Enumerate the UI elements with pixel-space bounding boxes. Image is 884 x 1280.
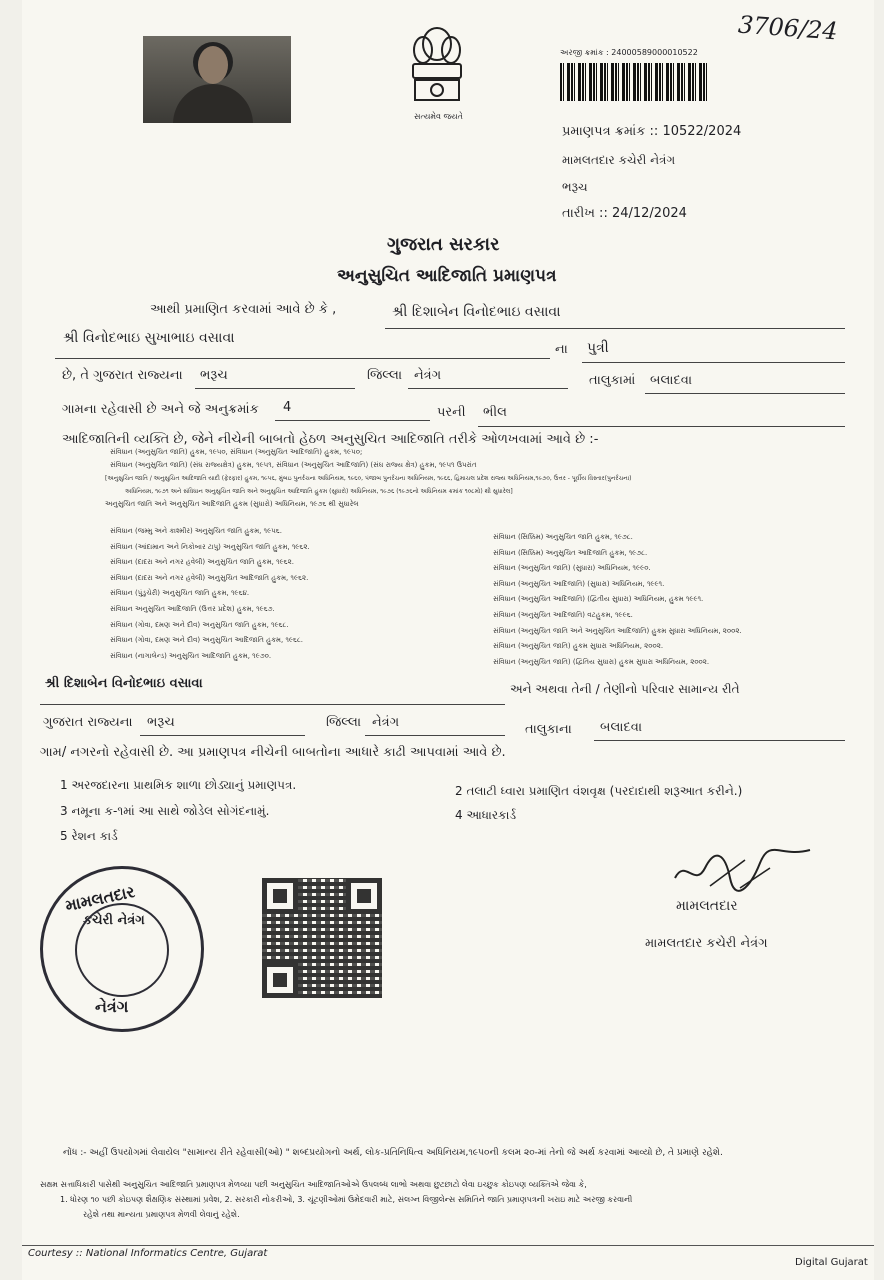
jilla-label: જિલ્લા (367, 368, 403, 383)
qr-code (262, 878, 382, 998)
order-item: સંવિધાન (પુંડુચેરી) અનુસુચિત જાતિ હુકમ, ૧૯૬૪. (110, 589, 250, 598)
applicant-name-repeat: શ્રી દિશાબેન વિનોદભાઇ વસાવા (45, 676, 203, 691)
certificate-title: અનુસુચિત આદિજાતિ પ્રમાણપત્ર (337, 266, 557, 286)
tribe-text: આદિજાતિની વ્યક્તિ છે, જેને નીચેની બાબતો હેઠળ અનુસુચિત આદિજાતિ તરીકે ઓળખવામાં આવે છે :- (62, 432, 599, 447)
order-item: સંવિધાન (અનુસુચિત આદિજાતિ) વટહુકમ, ૧૯૯૬. (493, 610, 633, 619)
order-item: અનુસુચિત જાતિ અને અનુસુચિત આદિજાતિ હુકમ (સુધારો) અધિનિયમ, ૧૯૭૬ થી સુધારેલ (105, 500, 359, 508)
na-label: ના (555, 342, 568, 357)
document-item: 3 નમૂના ક-૧માં આ સાથે જોડેલ સોગંદનામું. (60, 804, 270, 818)
village-value-2: બલાદવા (600, 720, 643, 735)
village-value: બલાદવા (650, 373, 693, 388)
state-emblem-icon (403, 22, 471, 122)
digital-gujarat-label: Digital Gujarat (795, 1257, 868, 1268)
order-item: સંવિધાન (દાદરા અને નગર હવેલી) અનુસુચિત આદિજાતિ હુકમ, ૧૯૬૨. (110, 573, 309, 582)
issuing-office: મામલતદાર કચેરી નેત્રંગ (562, 153, 676, 167)
signatory-office: મામલતદાર કચેરી નેત્રંગ (645, 936, 768, 951)
order-item: સંવિધાન (સિક્કિમ) અનુસુચિત જાતિ હુકમ, ૧૯૭૮. (493, 533, 633, 541)
footer-note: નોંધ :- અહીં ઉપયોગમાં લેવાયેલ "સામાન્ય રીતે રહેવાસી(ઓ) " શબ્દપ્રયોગનો અર્થ, લોક-પ્રતિનિધિત્વ અધિનિયમ,૧૯૫૦ની કલમ ૨૦-માં તેનો જે અર્થ કરવામાં આવ્યો છે, તે પ્રમાણે રહેશે. (63, 1148, 723, 1158)
application-number: અરજી ક્રમાંક : 24000589000010522 (560, 48, 698, 57)
issue-date: તારીખ :: 24/12/2024 (562, 206, 687, 221)
orders-left (110, 524, 310, 664)
document-item: 5 રેશન કાર્ડ (60, 829, 118, 843)
courtesy-text: Courtesy :: National Informatics Centre, Gujarat (28, 1248, 268, 1259)
family-text: અને અથવા તેની / તેણીનો પરિવાર સામાન્ય રીતે (510, 682, 740, 696)
barcode (560, 63, 708, 101)
footer-para-2: 1. ધોરણ ૧૦ પછી કોઇપણ શૈક્ષણિક સંસ્થામાં પ્રવેશ, 2. સરકારી નોકરીઓ, 3. ચૂંટણીઓમાં ઉમેદવારી માટે, સંલગ્ન વિજીલેન્સ સમિતિને જાતિ પ્રમાણપત્રની ખરાઇ માટે અરજી કરવાની (60, 1195, 633, 1204)
footer-divider (22, 1245, 874, 1246)
state-label-2: ગુજરાત રાજ્યના (43, 715, 133, 730)
document-item: 1 અરજદારના પ્રાથમિક શાળા છોડ્યાનું પ્રમાણપત્ર. (60, 778, 297, 792)
father-name: શ્રી વિનોદભાઇ સુખાભાઇ વસાવા (63, 330, 235, 346)
taluka-label: તાલુકામાં (589, 373, 636, 388)
seal-bottom-text: નેત્રંગ (95, 997, 129, 1016)
serial-number: 4 (283, 400, 292, 415)
parni-label: પરની (437, 405, 466, 420)
document-item: 2 તલાટી ધ્વારા પ્રમાણિત વંશવૃક્ષ (પરદાદાથી શરૂઆત કરીને.) (455, 784, 743, 798)
basis-text: ગામ/ નગરનો રહેવાસી છે. આ પ્રમાણપત્ર નીચેની બાબતોના આધારે કાઢી આપવામાં આવે છે. (40, 745, 506, 760)
district-value-2: ભરૂચ (147, 715, 175, 730)
handwritten-number: 3706/24 (737, 10, 839, 46)
tribe-name: ભીલ (483, 405, 507, 420)
taluka-value: નેત્રંગ (414, 368, 442, 383)
orders-right (493, 530, 742, 670)
seal-top-text: મામલતદાર (63, 881, 137, 916)
order-item: સંવિધાન (અનુસુચિત જાતિ) હુકમ, ૧૯૫૦, સંવિધાન (અનુસુચિત આદિજાતિ) હુકમ, ૧૯૫૦; (110, 448, 363, 456)
order-item: સંવિધાન (અનુસુચિત આદિજાતિ) (દ્વિતીય સુધારા) અધિનિયમ, હુકમ ૧૯૯૧. (493, 595, 704, 604)
certify-prefix: આથી પ્રમાણિત કરવામાં આવે છે કે , (150, 302, 337, 317)
footer-para-1: સક્ષમ સત્તાધિકારી પાસેથી અનુસુચિત આદિજાતિ પ્રમાણપત્ર મેળવ્યા પછી અનુસુચિત આદિજાતિઓએ ઉપલબ્ધ લાભો અથવા છુટછાટો લેવા ઇચ્છુક કોઇપણ વ્યક્તિએ જેવા કે, (40, 1180, 587, 1189)
orders-top (105, 446, 632, 511)
certificate-number: પ્રમાણપત્ર ક્રમાંક :: 10522/2024 (562, 124, 742, 139)
signatory-title: મામલતદાર (676, 898, 738, 914)
order-item: સંવિધાન (અનુસુચિત જાતિ) (સુધારા) અધિનિયમ, ૧૯૯૦. (493, 564, 651, 573)
footer-para-3: રહેશે તથા માન્યતા પ્રમાણપત્ર મેળવી લેવાનું રહેશે. (83, 1210, 240, 1219)
govt-title: ગુજરાત સરકાર (387, 234, 500, 255)
issuing-district: ભરૂચ (562, 180, 588, 194)
signature-mark (670, 848, 815, 898)
state-prefix: છે, તે ગુજરાત રાજ્યના (62, 368, 183, 383)
applicant-photo (143, 36, 291, 123)
order-item: [અનુસુચિત જાતિ / અનુસુચિત આદિજાતિ યાદી (ફેરફાર) હુકમ, ૧૯૫૬, મુંબઇ પુનર્રચના અધિનિયમ, ૧૯૬૦, પંજાબ પુનર્રચના અધિનિયમ, ૧૯૬૬, હિમાચલ પ્રદેશ રાજ્ય અધિનિયમ,૧૯૭૦, ઉત્તર - પૂર્વીય વિસ્તાર(પુનર્રચના) (105, 475, 632, 482)
document-item: 4 આધારકાર્ડ (455, 808, 517, 822)
order-item: સંવિધાન (સિક્કિમ) અનુસુચિત આદિજાતિ હુકમ, ૧૯૭૮. (493, 548, 648, 557)
emblem-motto: સત્યમેવ જયતે (414, 112, 463, 121)
order-item: સંવિધાન (જમ્મુ અને કાશ્મીર) અનુસુચિત જાતિ હુકમ, ૧૯૫૬. (110, 527, 282, 535)
talukana-label: તાલુકાના (525, 722, 572, 737)
order-item: અધિનિયમ, ૧૯૭૧ અને સંવિધાન અનુસુચિત જાતિ અને અનુસુચિત આદિજાતિ હુકમ (સુધારો) અધિનિયમ, ૧૯૭૬ (૧૯૭૬નો અધિનિયમ ક્રમાંક ૧૦૮મો) થી સુધારેલ] (125, 488, 513, 495)
order-item: સંવિધાન અનુસુચિત આદિજાતિ (ઉત્તર પ્રદેશ) હુકમ, ૧૯૬૭. (110, 604, 275, 613)
office-seal (40, 866, 204, 1032)
order-item: સંવિધાન (અનુસુચિત જાતિ) (સંઘ રાજ્યક્ષેત્ર) હુકમ, ૧૯૫૧, સંવિધાન (અનુસુચિત આદિજાતિ) (સંઘ રાજ્ય ક્ષેત્ર) હુકમ, ૧૯૫૧ ઉપરાંત (110, 461, 477, 469)
taluka-value-2: નેત્રંગ (372, 715, 400, 730)
order-item: સંવિધાન (અનુસુચિત જાતિ અને અનુસુચિત આદિજાતિ) હુકમ સુધારા અધિનિયમ, ૨૦૦૨. (493, 626, 742, 635)
order-item: સંવિધાન (ગોવા, દમણ અને દીવ) અનુસુચિત આદિજાતિ હુકમ, ૧૯૬૮. (110, 636, 304, 645)
resident-text: ગામના રહેવાસી છે અને જે અનુક્રમાંક (62, 402, 259, 417)
order-item: સંવિધાન (દાદરા અને નગર હવેલી) અનુસુચિત જાતિ હુકમ, ૧૯૬૨. (110, 558, 294, 567)
order-item: સંવિધાન (અનુસુચિત આદિજાતિ) (સુધારા) અધિનિયમ, ૧૯૯૧. (493, 579, 665, 588)
relation: પુત્રી (587, 340, 609, 356)
seal-mid-text: કચેરી નેત્રંગ (83, 913, 145, 928)
order-item: સંવિધાન (ગોવા, દમણ અને દીવ) અનુસુચિત જાતિ હુકમ, ૧૯૬૮. (110, 620, 289, 629)
order-item: સંવિધાન (આંદામાન અને નિકોબાર ટાપુ) અનુસુચિત જાતિ હુકમ, ૧૯૬૨. (110, 542, 310, 551)
district-value: ભરૂચ (200, 368, 228, 383)
order-item: સંવિધાન (નાગાલેન્ડ) અનુસુચિત આદિજાતિ હુકમ, ૧૯૭૦. (110, 651, 272, 660)
order-item: સંવિધાન (અનુસુચિત જાતિ) હુકમ સુધારા અધિનિયમ, ૨૦૦૨. (493, 642, 664, 651)
applicant-name: શ્રી દિશાબેન વિનોદભાઇ વસાવા (392, 304, 561, 320)
jilla-label-2: જિલ્લા (326, 715, 362, 730)
order-item: સંવિધાન (અનુસુચિત જાતિ) (દ્વિતિય સુધારા) હુકમ સુધારા અધિનિયમ, ૨૦૦૨. (493, 657, 710, 666)
